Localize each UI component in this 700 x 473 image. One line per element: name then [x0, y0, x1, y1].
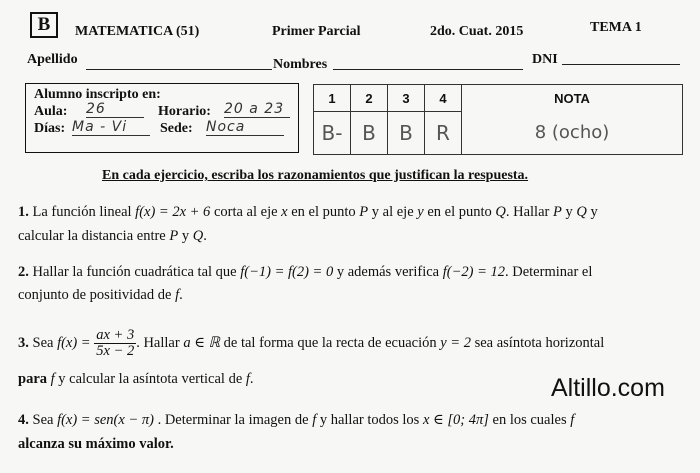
- grade-header-4: 4: [425, 85, 462, 112]
- question-4-number: 4.: [18, 412, 29, 428]
- dni-field[interactable]: [562, 64, 680, 65]
- grades-table: [313, 84, 683, 155]
- q3-text-6: y calcular la asíntota vertical de: [58, 371, 243, 387]
- q4-function: f(x) = sen(x − π): [57, 412, 154, 428]
- dias-label: Días:: [34, 121, 66, 136]
- q3-denominator: 5x − 2: [96, 343, 135, 359]
- q1-y-conj: y: [565, 204, 573, 220]
- q1-x: x: [281, 204, 288, 220]
- q2-condition-1: f(−1) = f(2) = 0: [240, 264, 334, 280]
- grade-header-3: 3: [388, 85, 425, 112]
- question-2-line-2: [18, 287, 183, 304]
- q3-fraction: [94, 328, 136, 359]
- q1-q: Q: [495, 204, 506, 220]
- q3-a: a ∈ ℝ: [183, 334, 221, 351]
- q1-p-3: P: [169, 228, 179, 244]
- question-4-line-1: [18, 412, 574, 429]
- q4-f: f: [312, 412, 317, 428]
- horario-label: Horario:: [158, 104, 211, 119]
- q3-text-3: de tal forma que la recta de ecuación: [223, 334, 437, 351]
- exam-title: Primer Parcial: [272, 24, 361, 39]
- q3-f: f: [50, 371, 55, 387]
- tema-label: TEMA 1: [590, 20, 642, 35]
- q3-numerator: ax + 3: [96, 327, 135, 343]
- horario-value: 20 a 23: [224, 101, 290, 118]
- q3-text-2: . Hallar: [136, 334, 180, 351]
- q4-text-5: alcanza su máximo valor.: [18, 436, 174, 452]
- q1-text-4: y al eje: [371, 204, 414, 220]
- q4-f-2: f: [570, 412, 575, 428]
- sede-value: Noca: [206, 119, 284, 136]
- question-3-line-2: [18, 371, 254, 388]
- dias-value: Ma - Vi: [72, 119, 150, 136]
- q1-text-2: corta al eje: [213, 204, 278, 220]
- q4-text-4: en los cuales: [492, 412, 567, 428]
- question-2-line-1: [18, 264, 592, 281]
- q3-eq: y = 2: [440, 334, 471, 351]
- q3-text-5: para: [18, 371, 47, 387]
- q1-y-conj-2: y: [590, 204, 598, 220]
- question-4-line-2: [18, 436, 174, 453]
- q4-text-3: y hallar todos los: [319, 412, 420, 428]
- q1-text-5: en el punto: [427, 204, 492, 220]
- q1-q-2: Q: [576, 204, 587, 220]
- q1-p-2: P: [552, 204, 562, 220]
- q3-dot: .: [249, 371, 254, 387]
- q1-q-3: Q: [192, 228, 204, 244]
- apellido-label: Apellido: [27, 52, 78, 67]
- question-2-number: 2.: [18, 264, 29, 280]
- q1-text-7: calcular la distancia entre: [18, 228, 166, 244]
- sede-label: Sede:: [160, 121, 193, 136]
- question-1-line-2: calcular la distancia entre P y Q.: [18, 228, 207, 244]
- subject-title: MATEMATICA (51): [75, 24, 200, 39]
- q3-text-1: Sea: [32, 334, 54, 351]
- dni-label: DNI: [532, 52, 558, 67]
- grade-header-1: 1: [314, 85, 351, 112]
- grade-value-4: R: [425, 112, 462, 155]
- instruction-text: En cada ejercicio, escriba los razonamientos que justifican la respuesta.: [102, 168, 529, 183]
- q4-text-2: . Determinar la imagen de: [157, 412, 309, 428]
- question-1-line-1: [18, 204, 598, 221]
- q1-text-1: La función lineal: [32, 204, 132, 220]
- q4-interval: x ∈ [0; 4π]: [422, 412, 489, 428]
- nombres-label: Nombres: [273, 57, 328, 72]
- q2-condition-2: f(−2) = 12: [442, 264, 505, 280]
- term-label: 2do. Cuat. 2015: [430, 24, 524, 39]
- question-3-line-1: [18, 328, 604, 359]
- q1-y: y: [417, 204, 424, 220]
- q1-text-3: en el punto: [291, 204, 356, 220]
- grade-header-2: 2: [351, 85, 388, 112]
- q1-function: f(x) = 2x + 6: [135, 204, 211, 220]
- q1-p: P: [359, 204, 369, 220]
- watermark-text: Altillo.com: [551, 374, 665, 402]
- q3-fx: f(x) =: [57, 334, 91, 351]
- question-1-number: 1.: [18, 204, 29, 220]
- q3-f-2: f: [245, 371, 250, 387]
- q2-text-4: conjunto de positividad de: [18, 287, 172, 303]
- q2-f: f: [175, 287, 180, 303]
- q3-text-4: sea asíntota horizontal: [474, 334, 605, 351]
- nota-value: 8 (ocho): [462, 112, 683, 155]
- q2-text-2: y además verifica: [336, 264, 440, 280]
- question-3-number: 3.: [18, 334, 29, 351]
- apellido-field[interactable]: [86, 69, 272, 70]
- q1-y-conj-3: y: [181, 228, 190, 244]
- q2-text-1: Hallar la función cuadrática tal que: [32, 264, 237, 280]
- student-box-title: Alumno inscripto en:: [34, 87, 161, 102]
- aula-value: 26: [86, 101, 144, 118]
- nombres-field[interactable]: [333, 69, 523, 70]
- q4-text-1: Sea: [32, 412, 54, 428]
- grade-value-2: B: [351, 112, 388, 155]
- grade-value-1: B-: [314, 112, 351, 155]
- grade-value-3: B: [388, 112, 425, 155]
- q2-dot: .: [179, 287, 183, 303]
- nota-label: NOTA: [462, 85, 683, 112]
- q1-text-6: . Hallar: [505, 204, 550, 220]
- student-info-box: [25, 83, 299, 153]
- group-letter-box: B: [30, 12, 58, 38]
- aula-label: Aula:: [34, 104, 68, 119]
- q2-text-3: . Determinar el: [505, 264, 593, 280]
